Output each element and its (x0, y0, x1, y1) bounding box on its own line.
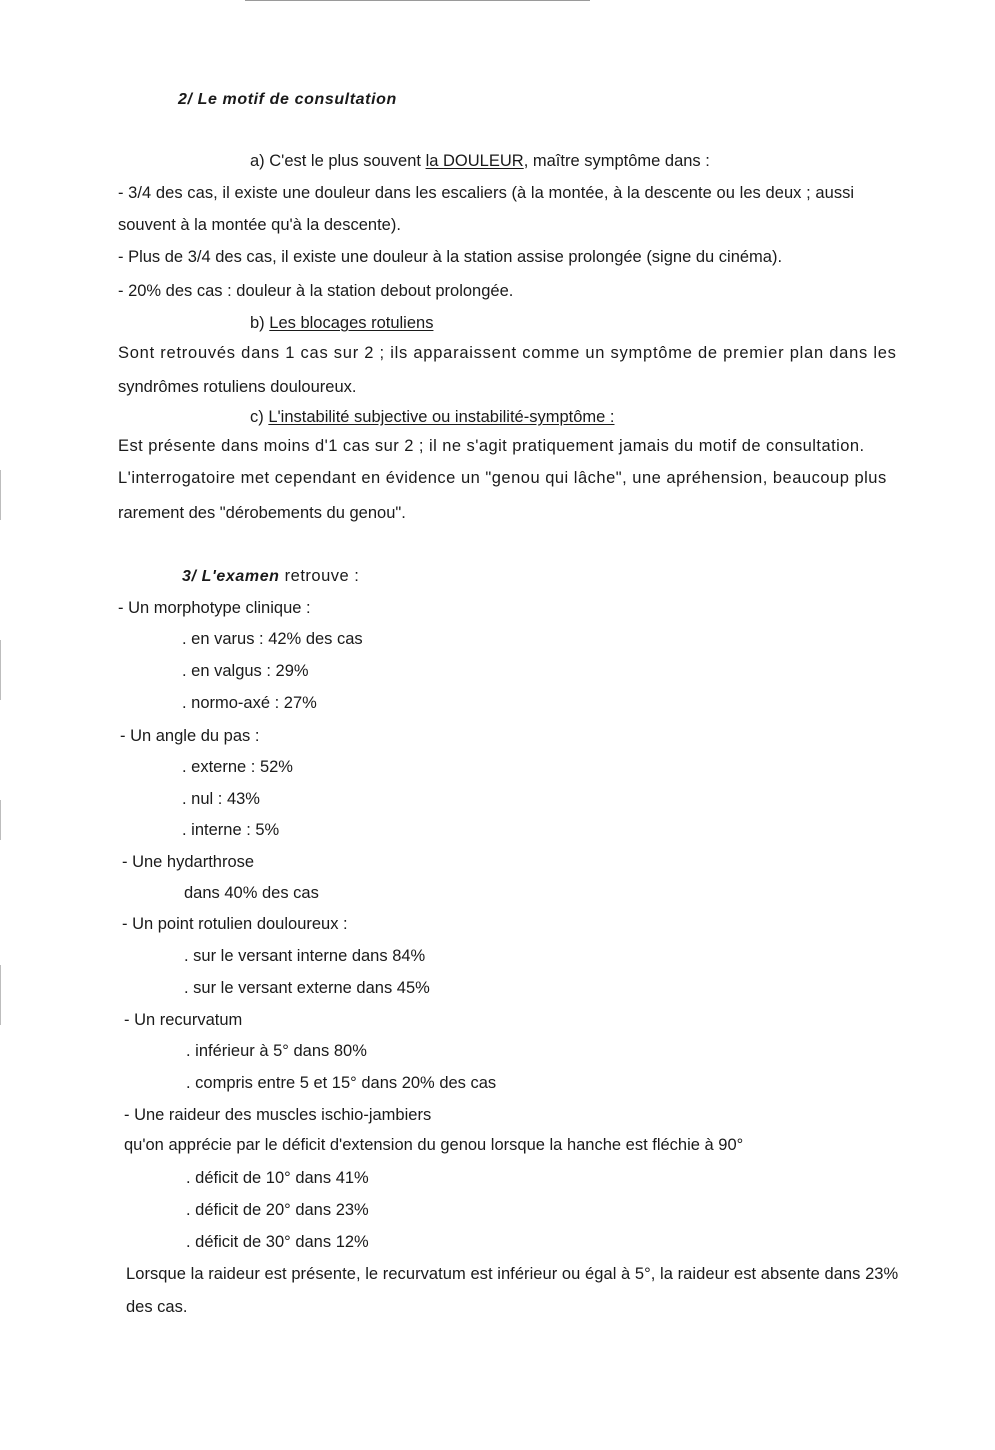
douleur-assise-line: - Plus de 3/4 des cas, il existe une douleur à la station assise prolongée (signe du cinéma). (118, 248, 783, 266)
angle-externe: . externe : 52% (182, 758, 293, 776)
morphotype-item: - Un morphotype clinique : (118, 599, 311, 617)
raideur-20: . déficit de 20° dans 23% (186, 1201, 369, 1219)
instabilite-line-2: L'interrogatoire met cependant en évidence un "genou qui lâche", une apréhension, beaucoup plus (118, 469, 887, 487)
section-3-heading-rest: retrouve : (279, 567, 360, 585)
hydarthrose-value: dans 40% des cas (184, 884, 319, 902)
paragraph-b-title (250, 313, 433, 333)
point-rotulien-item: - Un point rotulien douloureux : (122, 915, 348, 933)
left-scan-edge (0, 640, 1, 700)
left-scan-edge (0, 800, 1, 840)
recurvatum-item: - Un recurvatum (124, 1011, 243, 1029)
raideur-item: - Une raideur des muscles ischio-jambiers (124, 1106, 432, 1124)
conclusion-line-1: Lorsque la raideur est présente, le recurvatum est inférieur ou égal à 5°, la raideur est absente dans 23% (126, 1265, 899, 1283)
paragraph-a-suffix: , maître symptôme dans : (523, 152, 710, 170)
paragraph-c-title (250, 407, 615, 427)
instabilite-line-1: Est présente dans moins d'1 cas sur 2 ; il ne s'agit pratiquement jamais du motif de consultation. (118, 437, 865, 455)
conclusion-line-2: des cas. (126, 1298, 188, 1316)
left-scan-edge (0, 965, 1, 1025)
angle-pas-item: - Un angle du pas : (120, 727, 260, 745)
angle-interne: . interne : 5% (182, 821, 280, 839)
paragraph-b-prefix: b) (250, 314, 270, 332)
left-scan-edge (0, 470, 1, 520)
recurvatum-compris: . compris entre 5 et 15° dans 20% des cas (186, 1074, 497, 1092)
blocages-underlined: Les blocages rotuliens (269, 314, 434, 332)
section-3-heading-bold: 3/ L'examen (182, 568, 280, 585)
instabilite-underlined: L'instabilité subjective ou instabilité-symptôme : (268, 408, 615, 426)
angle-nul: . nul : 43% (182, 790, 260, 808)
point-externe: . sur le versant externe dans 45% (184, 979, 430, 997)
douleur-debout-line: - 20% des cas : douleur à la station debout prolongée. (118, 282, 514, 300)
raideur-description: qu'on apprécie par le déficit d'extension du genou lorsque la hanche est fléchie à 90° (124, 1136, 744, 1154)
section-3-heading (182, 566, 359, 587)
recurvatum-inferieur: . inférieur à 5° dans 80% (186, 1042, 367, 1060)
douleur-escaliers-line: - 3/4 des cas, il existe une douleur dans les escaliers (à la montée, à la descente ou les deux ; aussi (118, 184, 855, 202)
douleur-escaliers-line-2: souvent à la montée qu'à la descente). (118, 216, 401, 234)
top-scan-mark (245, 0, 590, 1)
paragraph-a-intro (250, 151, 710, 171)
morphotype-valgus: . en valgus : 29% (182, 662, 309, 680)
point-interne: . sur le versant interne dans 84% (184, 947, 426, 965)
raideur-30: . déficit de 30° dans 12% (186, 1233, 369, 1251)
douleur-underlined: la DOULEUR (425, 152, 524, 170)
blocages-line-2: syndrômes rotuliens douloureux. (118, 378, 357, 396)
paragraph-c-prefix: c) (250, 408, 269, 426)
morphotype-normo: . normo-axé : 27% (182, 694, 317, 712)
blocages-line-1: Sont retrouvés dans 1 cas sur 2 ; ils apparaissent comme un symptôme de premier plan dans les (118, 344, 897, 362)
hydarthrose-item: - Une hydarthrose (122, 853, 255, 871)
section-2-heading: 2/ Le motif de consultation (178, 91, 397, 108)
paragraph-a-prefix: a) C'est le plus souvent (250, 152, 426, 170)
instabilite-line-3: rarement des "dérobements du genou". (118, 504, 406, 522)
raideur-10: . déficit de 10° dans 41% (186, 1169, 369, 1187)
morphotype-varus: . en varus : 42% des cas (182, 630, 363, 648)
